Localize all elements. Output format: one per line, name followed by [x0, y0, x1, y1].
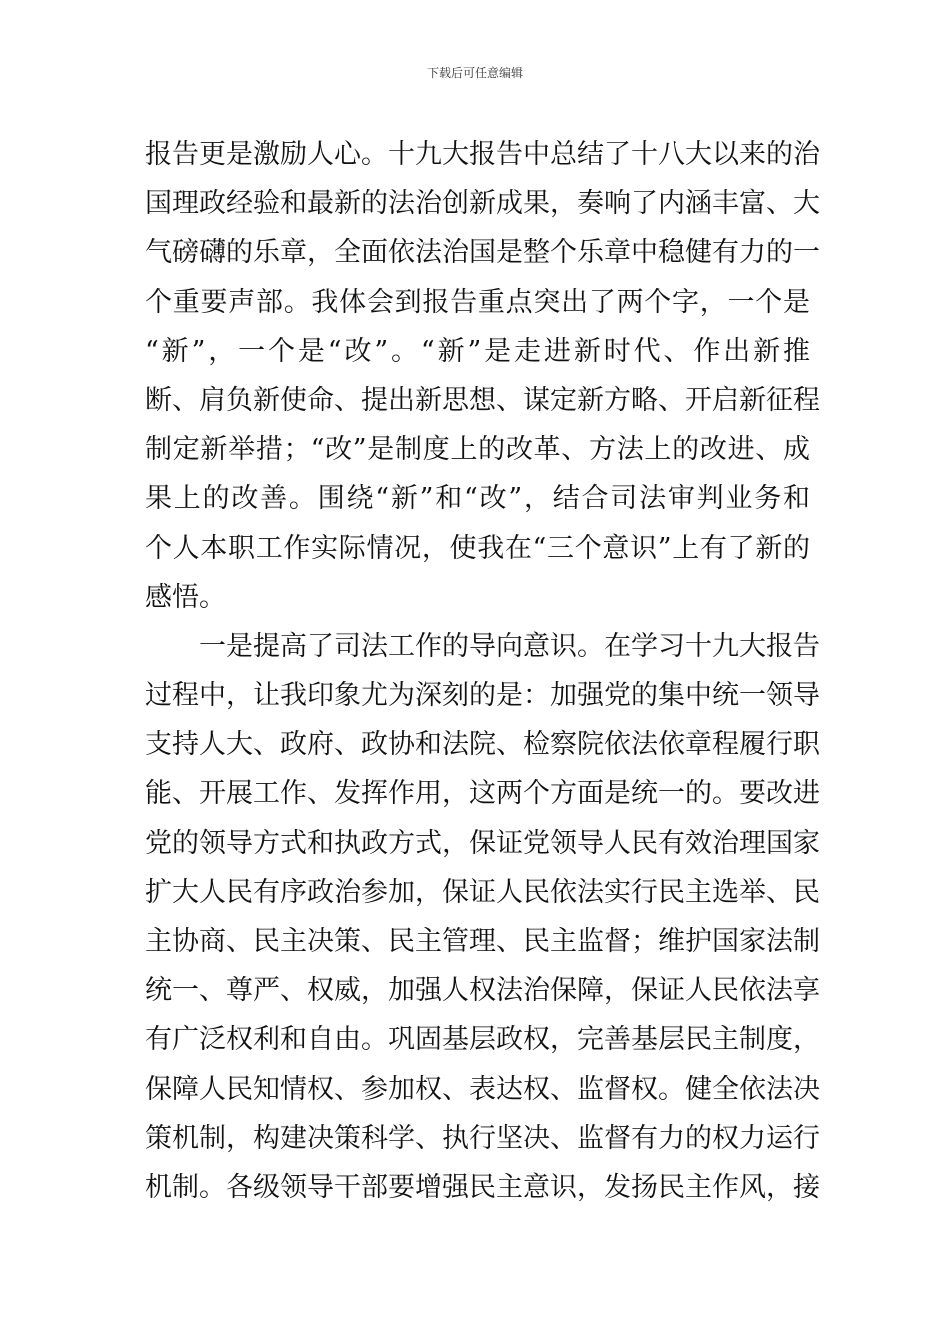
- text-line: 保障人民知情权、参加权、表达权、监督权。健全依法决: [145, 1073, 820, 1105]
- text-line: 过程中，让我印象尤为深刻的是：加强党的集中统一领导: [145, 680, 820, 712]
- text-line: 策机制，构建决策科学、执行坚决、监督有力的权力运行: [145, 1122, 820, 1154]
- text-line: 断、肩负新使命、提出新思想、谋定新方略、开启新征程: [145, 384, 820, 416]
- text-line: 报告更是激励人心。十九大报告中总结了十八大以来的治: [145, 139, 820, 170]
- text-line: 气磅礴的乐章，全面依法治国是整个乐章中稳健有力的一: [145, 237, 820, 269]
- text-line: 能、开展工作、发挥作用，这两个方面是统一的。要改进: [145, 778, 820, 810]
- page-header: 下载后可任意编辑: [426, 66, 523, 80]
- text-line: 机制。各级领导干部要增强民主意识，发扬民主作风，接: [145, 1171, 820, 1203]
- text-line: 有广泛权利和自由。巩固基层政权，完善基层民主制度，: [145, 1024, 820, 1056]
- text-line: 一是提高了司法工作的导向意识。在学习十九大报告: [199, 630, 820, 662]
- text-line: 统一、尊严、权威，加强人权法治保障，保证人民依法享: [145, 975, 820, 1007]
- text-line: 支持人大、政府、政协和法院、检察院依法依章程履行职: [145, 729, 820, 761]
- text-line: 扩大人民有序政治参加，保证人民依法实行民主选举、民: [145, 876, 820, 908]
- text-line: 个人本职工作实际情况，使我在“三个意识”上有了新的: [145, 532, 810, 564]
- text-line: 主协商、民主决策、民主管理、民主监督；维护国家法制: [145, 926, 820, 957]
- text-line: 感悟。: [145, 581, 226, 613]
- text-line: 果上的改善。围绕“新”和“改”，结合司法审判业务和: [145, 483, 810, 515]
- text-line: 国理政经验和最新的法治创新成果，奏响了内涵丰富、大: [145, 188, 820, 220]
- paragraph-1: [145, 130, 820, 622]
- text-line: 制定新举措；“改”是制度上的改革、方法上的改进、成: [145, 434, 810, 466]
- text-line: “新”，一个是“改”。“新”是走进新时代、作出新推: [145, 335, 810, 367]
- text-line: 党的领导方式和执政方式，保证党领导人民有效治理国家: [145, 827, 820, 859]
- paragraph-2: [145, 622, 820, 1212]
- document-body: [145, 130, 820, 1212]
- text-line: 个重要声部。我体会到报告重点突出了两个字，一个是: [145, 286, 810, 318]
